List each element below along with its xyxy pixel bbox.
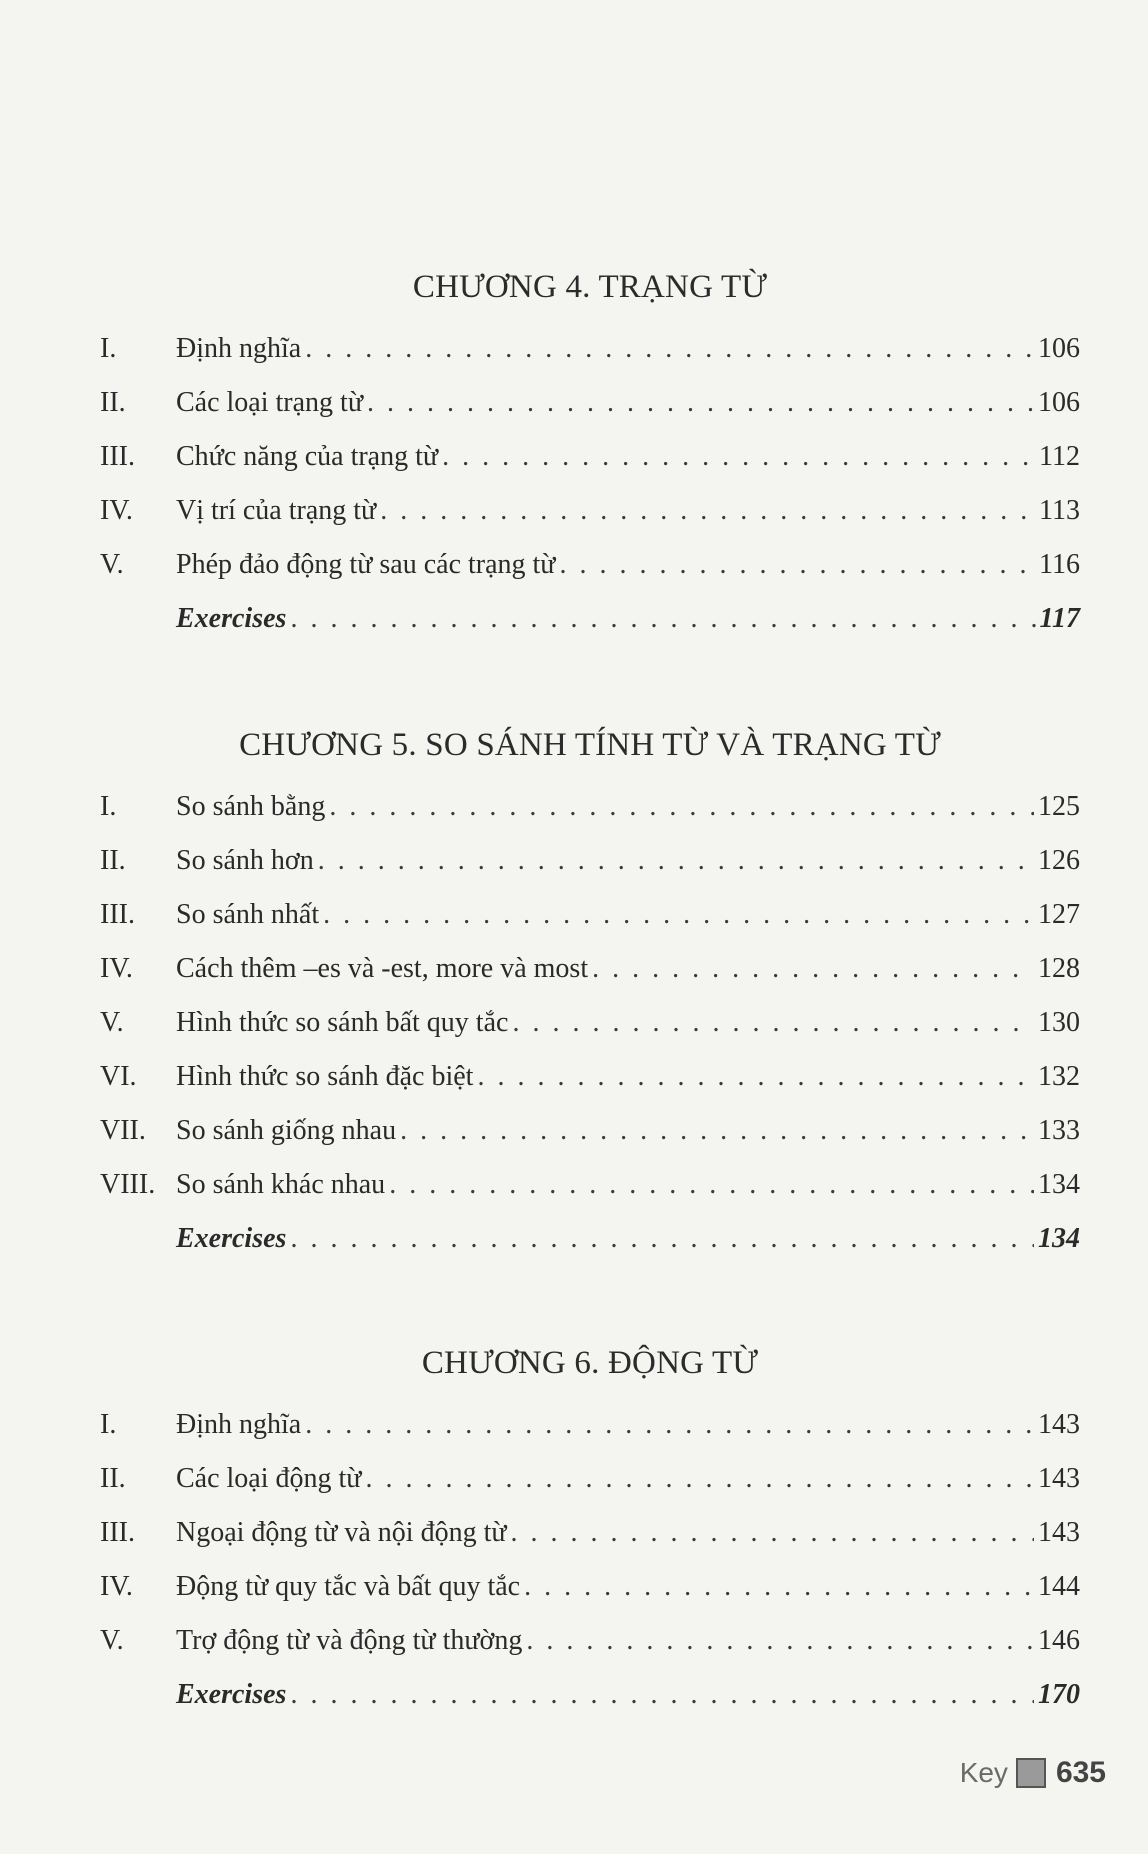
- entry-page-number: 143: [1038, 1517, 1080, 1548]
- toc-entry: [100, 834, 1080, 888]
- dot-leader: [442, 430, 1035, 484]
- toc-entry: [100, 1452, 1080, 1506]
- toc-entry: [100, 322, 1080, 376]
- entry-page-number: 143: [1038, 1463, 1080, 1494]
- entry-numeral: V.: [100, 1625, 124, 1656]
- toc-entry: [100, 484, 1080, 538]
- dot-leader: [290, 592, 1035, 646]
- toc-entry: [100, 780, 1080, 834]
- entry-numeral: VII.: [100, 1115, 146, 1146]
- entry-page-number: 126: [1038, 845, 1080, 876]
- dot-leader: [290, 1668, 1034, 1722]
- chapter-5-section: [100, 720, 1080, 1266]
- dot-leader: [477, 1050, 1034, 1104]
- chapter-title: CHƯƠNG 5. SO SÁNH TÍNH TỪ VÀ TRẠNG TỪ: [239, 727, 941, 763]
- entry-title: So sánh bằng: [176, 791, 326, 822]
- entry-title: Chức năng của trạng từ: [176, 441, 439, 472]
- entry-page-number: 112: [1039, 441, 1080, 472]
- entry-page-number: 116: [1039, 549, 1080, 580]
- dot-leader: [524, 1560, 1034, 1614]
- entry-page-number: 132: [1038, 1061, 1080, 1092]
- entry-page-number: 133: [1038, 1115, 1080, 1146]
- dot-leader: [318, 834, 1034, 888]
- exercises-title: Exercises: [176, 603, 287, 634]
- entry-page-number: 130: [1038, 1007, 1080, 1038]
- entry-numeral: II.: [100, 387, 126, 418]
- entry-title: So sánh khác nhau: [176, 1169, 386, 1200]
- entry-numeral: II.: [100, 845, 126, 876]
- footer-key-label: Key: [959, 1757, 1008, 1788]
- chapter-6-section: [100, 1338, 1080, 1722]
- dot-leader: [305, 1398, 1034, 1452]
- entry-numeral: III.: [100, 441, 135, 472]
- entry-page-number: 128: [1038, 953, 1080, 984]
- entry-title: Động từ quy tắc và bất quy tắc: [176, 1571, 521, 1602]
- entry-page-number: 125: [1038, 791, 1080, 822]
- entry-title: Cách thêm –es và -est, more và most: [176, 953, 589, 984]
- entry-numeral: I.: [100, 791, 117, 822]
- dot-leader: [526, 1614, 1034, 1668]
- exercises-page-number: 170: [1038, 1679, 1080, 1710]
- dot-leader: [380, 484, 1035, 538]
- toc-entry: [100, 996, 1080, 1050]
- entry-title: Hình thức so sánh bất quy tắc: [176, 1007, 509, 1038]
- dot-leader: [323, 888, 1034, 942]
- entry-numeral: IV.: [100, 953, 133, 984]
- toc-exercises-entry: [100, 1212, 1080, 1266]
- entry-numeral: VI.: [100, 1061, 137, 1092]
- entry-numeral: V.: [100, 1007, 124, 1038]
- square-icon: [1016, 1758, 1046, 1788]
- entry-title: Các loại động từ: [176, 1463, 362, 1494]
- entry-page-number: 143: [1038, 1409, 1080, 1440]
- entry-numeral: VIII.: [100, 1169, 156, 1200]
- entry-page-number: 144: [1038, 1571, 1080, 1602]
- entry-title: Ngoại động từ và nội động từ: [176, 1517, 507, 1548]
- page-footer: [960, 1756, 1106, 1790]
- entry-title: Hình thức so sánh đặc biệt: [176, 1061, 474, 1092]
- toc-entry: [100, 1398, 1080, 1452]
- entry-title: Phép đảo động từ sau các trạng từ: [176, 549, 556, 580]
- dot-leader: [365, 1452, 1034, 1506]
- chapter-title: CHƯƠNG 4. TRẠNG TỪ: [412, 269, 768, 305]
- entry-numeral: III.: [100, 899, 135, 930]
- entry-numeral: I.: [100, 1409, 117, 1440]
- entry-page-number: 106: [1038, 333, 1080, 364]
- chapter-title: CHƯƠNG 6. ĐỘNG TỪ: [421, 1345, 759, 1381]
- dot-leader: [592, 942, 1034, 996]
- entry-title: Định nghĩa: [176, 333, 302, 364]
- entry-title: Các loại trạng từ: [176, 387, 364, 418]
- toc-exercises-entry: [100, 592, 1080, 646]
- entry-page-number: 146: [1038, 1625, 1080, 1656]
- footer-page-number: 635: [1055, 1756, 1106, 1789]
- toc-entry: [100, 1104, 1080, 1158]
- dot-leader: [389, 1158, 1034, 1212]
- exercises-page-number: 134: [1038, 1223, 1080, 1254]
- entry-page-number: 113: [1039, 495, 1080, 526]
- entry-title: So sánh giống nhau: [176, 1115, 397, 1146]
- entry-numeral: V.: [100, 549, 124, 580]
- toc-entry: [100, 1614, 1080, 1668]
- dot-leader: [290, 1212, 1034, 1266]
- entry-numeral: I.: [100, 333, 117, 364]
- toc-entry: [100, 538, 1080, 592]
- toc-entry: [100, 430, 1080, 484]
- toc-entry: [100, 1158, 1080, 1212]
- dot-leader: [511, 1506, 1034, 1560]
- exercises-title: Exercises: [176, 1679, 287, 1710]
- toc-entry: [100, 1506, 1080, 1560]
- dot-leader: [367, 376, 1034, 430]
- entry-page-number: 127: [1038, 899, 1080, 930]
- dot-leader: [305, 322, 1034, 376]
- toc-entry: [100, 376, 1080, 430]
- chapter-4-section: [100, 262, 1080, 646]
- exercises-title: Exercises: [176, 1223, 287, 1254]
- entry-title: So sánh nhất: [176, 899, 320, 930]
- toc-entry: [100, 888, 1080, 942]
- entry-numeral: IV.: [100, 1571, 133, 1602]
- toc-entry: [100, 1560, 1080, 1614]
- toc-entry: [100, 1050, 1080, 1104]
- entry-title: Vị trí của trạng từ: [176, 495, 377, 526]
- entry-numeral: IV.: [100, 495, 133, 526]
- entry-page-number: 106: [1038, 387, 1080, 418]
- entry-title: Định nghĩa: [176, 1409, 302, 1440]
- dot-leader: [559, 538, 1035, 592]
- entry-numeral: III.: [100, 1517, 135, 1548]
- entry-numeral: II.: [100, 1463, 126, 1494]
- dot-leader: [329, 780, 1034, 834]
- dot-leader: [512, 996, 1034, 1050]
- exercises-page-number: 117: [1039, 603, 1080, 634]
- dot-leader: [400, 1104, 1034, 1158]
- toc-exercises-entry: [100, 1668, 1080, 1722]
- entry-title: So sánh hơn: [176, 845, 314, 876]
- toc-entry: [100, 942, 1080, 996]
- entry-page-number: 134: [1038, 1169, 1080, 1200]
- entry-title: Trợ động từ và động từ thường: [176, 1625, 523, 1656]
